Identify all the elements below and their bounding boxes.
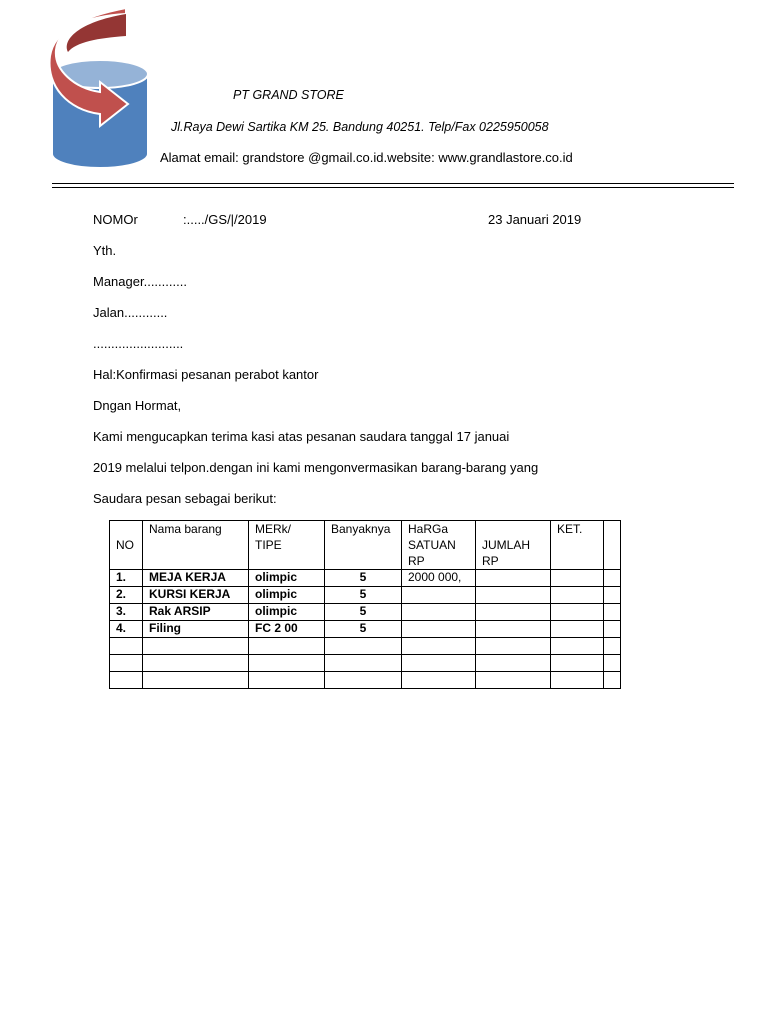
row-ket-cell bbox=[551, 655, 604, 672]
row-no-cell: 3. bbox=[110, 604, 143, 621]
row-ket-cell bbox=[551, 672, 604, 689]
row-extra-cell bbox=[604, 570, 621, 587]
row-merk-cell: olimpic bbox=[249, 570, 325, 587]
row-jumlah-cell bbox=[476, 587, 551, 604]
row-no-cell: 2. bbox=[110, 587, 143, 604]
row-banyak-cell: 5 bbox=[325, 604, 402, 621]
header-nama: Nama barang bbox=[143, 521, 249, 570]
header-jumlah: JUMLAH RP bbox=[476, 521, 551, 570]
row-jumlah-cell bbox=[476, 672, 551, 689]
row-nama-cell bbox=[143, 655, 249, 672]
row-merk-cell: olimpic bbox=[249, 604, 325, 621]
row-extra-cell bbox=[604, 672, 621, 689]
row-ket-cell bbox=[551, 587, 604, 604]
company-name: PT GRAND STORE bbox=[233, 88, 344, 102]
row-ket-cell bbox=[551, 604, 604, 621]
row-banyak-cell bbox=[325, 638, 402, 655]
header-ket: KET. bbox=[551, 521, 604, 570]
order-table bbox=[109, 520, 621, 689]
letter-greeting: Dngan Hormat, bbox=[93, 398, 182, 413]
row-banyak-cell bbox=[325, 655, 402, 672]
header-merk: MERk/ TIPE bbox=[249, 521, 325, 570]
row-nama-cell: KURSI KERJA bbox=[143, 587, 249, 604]
table-row bbox=[110, 672, 621, 689]
row-harga-cell bbox=[402, 621, 476, 638]
letter-subject: Hal:Konfirmasi pesanan perabot kantor bbox=[93, 367, 319, 382]
row-nama-cell bbox=[143, 638, 249, 655]
row-no-cell bbox=[110, 638, 143, 655]
table-header-row bbox=[110, 521, 621, 570]
row-merk-cell bbox=[249, 655, 325, 672]
recipient-street: Jalan............ bbox=[93, 305, 168, 320]
nomor-label: NOMOr bbox=[93, 212, 138, 227]
row-banyak-cell: 5 bbox=[325, 587, 402, 604]
row-jumlah-cell bbox=[476, 655, 551, 672]
company-contact: Alamat email: grandstore @gmail.co.id.website: www.grandlastore.co.id bbox=[160, 150, 573, 165]
row-harga-cell bbox=[402, 638, 476, 655]
row-merk-cell bbox=[249, 672, 325, 689]
row-jumlah-cell bbox=[476, 638, 551, 655]
row-extra-cell bbox=[604, 604, 621, 621]
row-extra-cell bbox=[604, 587, 621, 604]
row-jumlah-cell bbox=[476, 621, 551, 638]
table-row bbox=[110, 655, 621, 672]
header-no: NO bbox=[110, 521, 143, 570]
row-harga-cell: 2000 000, bbox=[402, 570, 476, 587]
row-ket-cell bbox=[551, 570, 604, 587]
row-banyak-cell bbox=[325, 672, 402, 689]
row-merk-cell: FC 2 00 bbox=[249, 621, 325, 638]
letter-date: 23 Januari 2019 bbox=[488, 212, 582, 227]
row-harga-cell bbox=[402, 587, 476, 604]
table-row bbox=[110, 621, 621, 638]
table-row bbox=[110, 587, 621, 604]
row-no-cell bbox=[110, 672, 143, 689]
row-banyak-cell: 5 bbox=[325, 621, 402, 638]
header-banyak: Banyaknya bbox=[325, 521, 402, 570]
row-extra-cell bbox=[604, 621, 621, 638]
header-divider-2 bbox=[52, 187, 734, 188]
row-harga-cell bbox=[402, 655, 476, 672]
letter-body-1: Kami mengucapkan terima kasi atas pesanan saudara tanggal 17 januai bbox=[93, 429, 510, 444]
nomor-value: :...../GS/|/2019 bbox=[183, 212, 267, 227]
company-address: Jl.Raya Dewi Sartika KM 25. Bandung 40251. Telp/Fax 0225950058 bbox=[171, 120, 549, 134]
table-row bbox=[110, 638, 621, 655]
table-row bbox=[110, 604, 621, 621]
letter-body-3: Saudara pesan sebagai berikut: bbox=[93, 491, 277, 506]
recipient-dots: ......................... bbox=[93, 336, 184, 351]
row-no-cell: 4. bbox=[110, 621, 143, 638]
row-no-cell: 1. bbox=[110, 570, 143, 587]
row-nama-cell: MEJA KERJA bbox=[143, 570, 249, 587]
row-nama-cell bbox=[143, 672, 249, 689]
row-merk-cell: olimpic bbox=[249, 587, 325, 604]
letter-body-2: 2019 melalui telpon.dengan ini kami mengonvermasikan barang-barang yang bbox=[93, 460, 539, 475]
header-extra bbox=[604, 521, 621, 570]
row-nama-cell: Filing bbox=[143, 621, 249, 638]
recipient-manager: Manager............ bbox=[93, 274, 187, 289]
row-jumlah-cell bbox=[476, 570, 551, 587]
row-jumlah-cell bbox=[476, 604, 551, 621]
header-divider bbox=[52, 183, 734, 184]
row-merk-cell bbox=[249, 638, 325, 655]
row-harga-cell bbox=[402, 672, 476, 689]
row-banyak-cell: 5 bbox=[325, 570, 402, 587]
row-nama-cell: Rak ARSIP bbox=[143, 604, 249, 621]
row-harga-cell bbox=[402, 604, 476, 621]
row-extra-cell bbox=[604, 655, 621, 672]
company-logo bbox=[48, 4, 152, 174]
row-no-cell bbox=[110, 655, 143, 672]
row-extra-cell bbox=[604, 638, 621, 655]
row-ket-cell bbox=[551, 638, 604, 655]
row-ket-cell bbox=[551, 621, 604, 638]
header-harga: HaRGa SATUAN RP bbox=[402, 521, 476, 570]
table-row bbox=[110, 570, 621, 587]
recipient-yth: Yth. bbox=[93, 243, 117, 258]
